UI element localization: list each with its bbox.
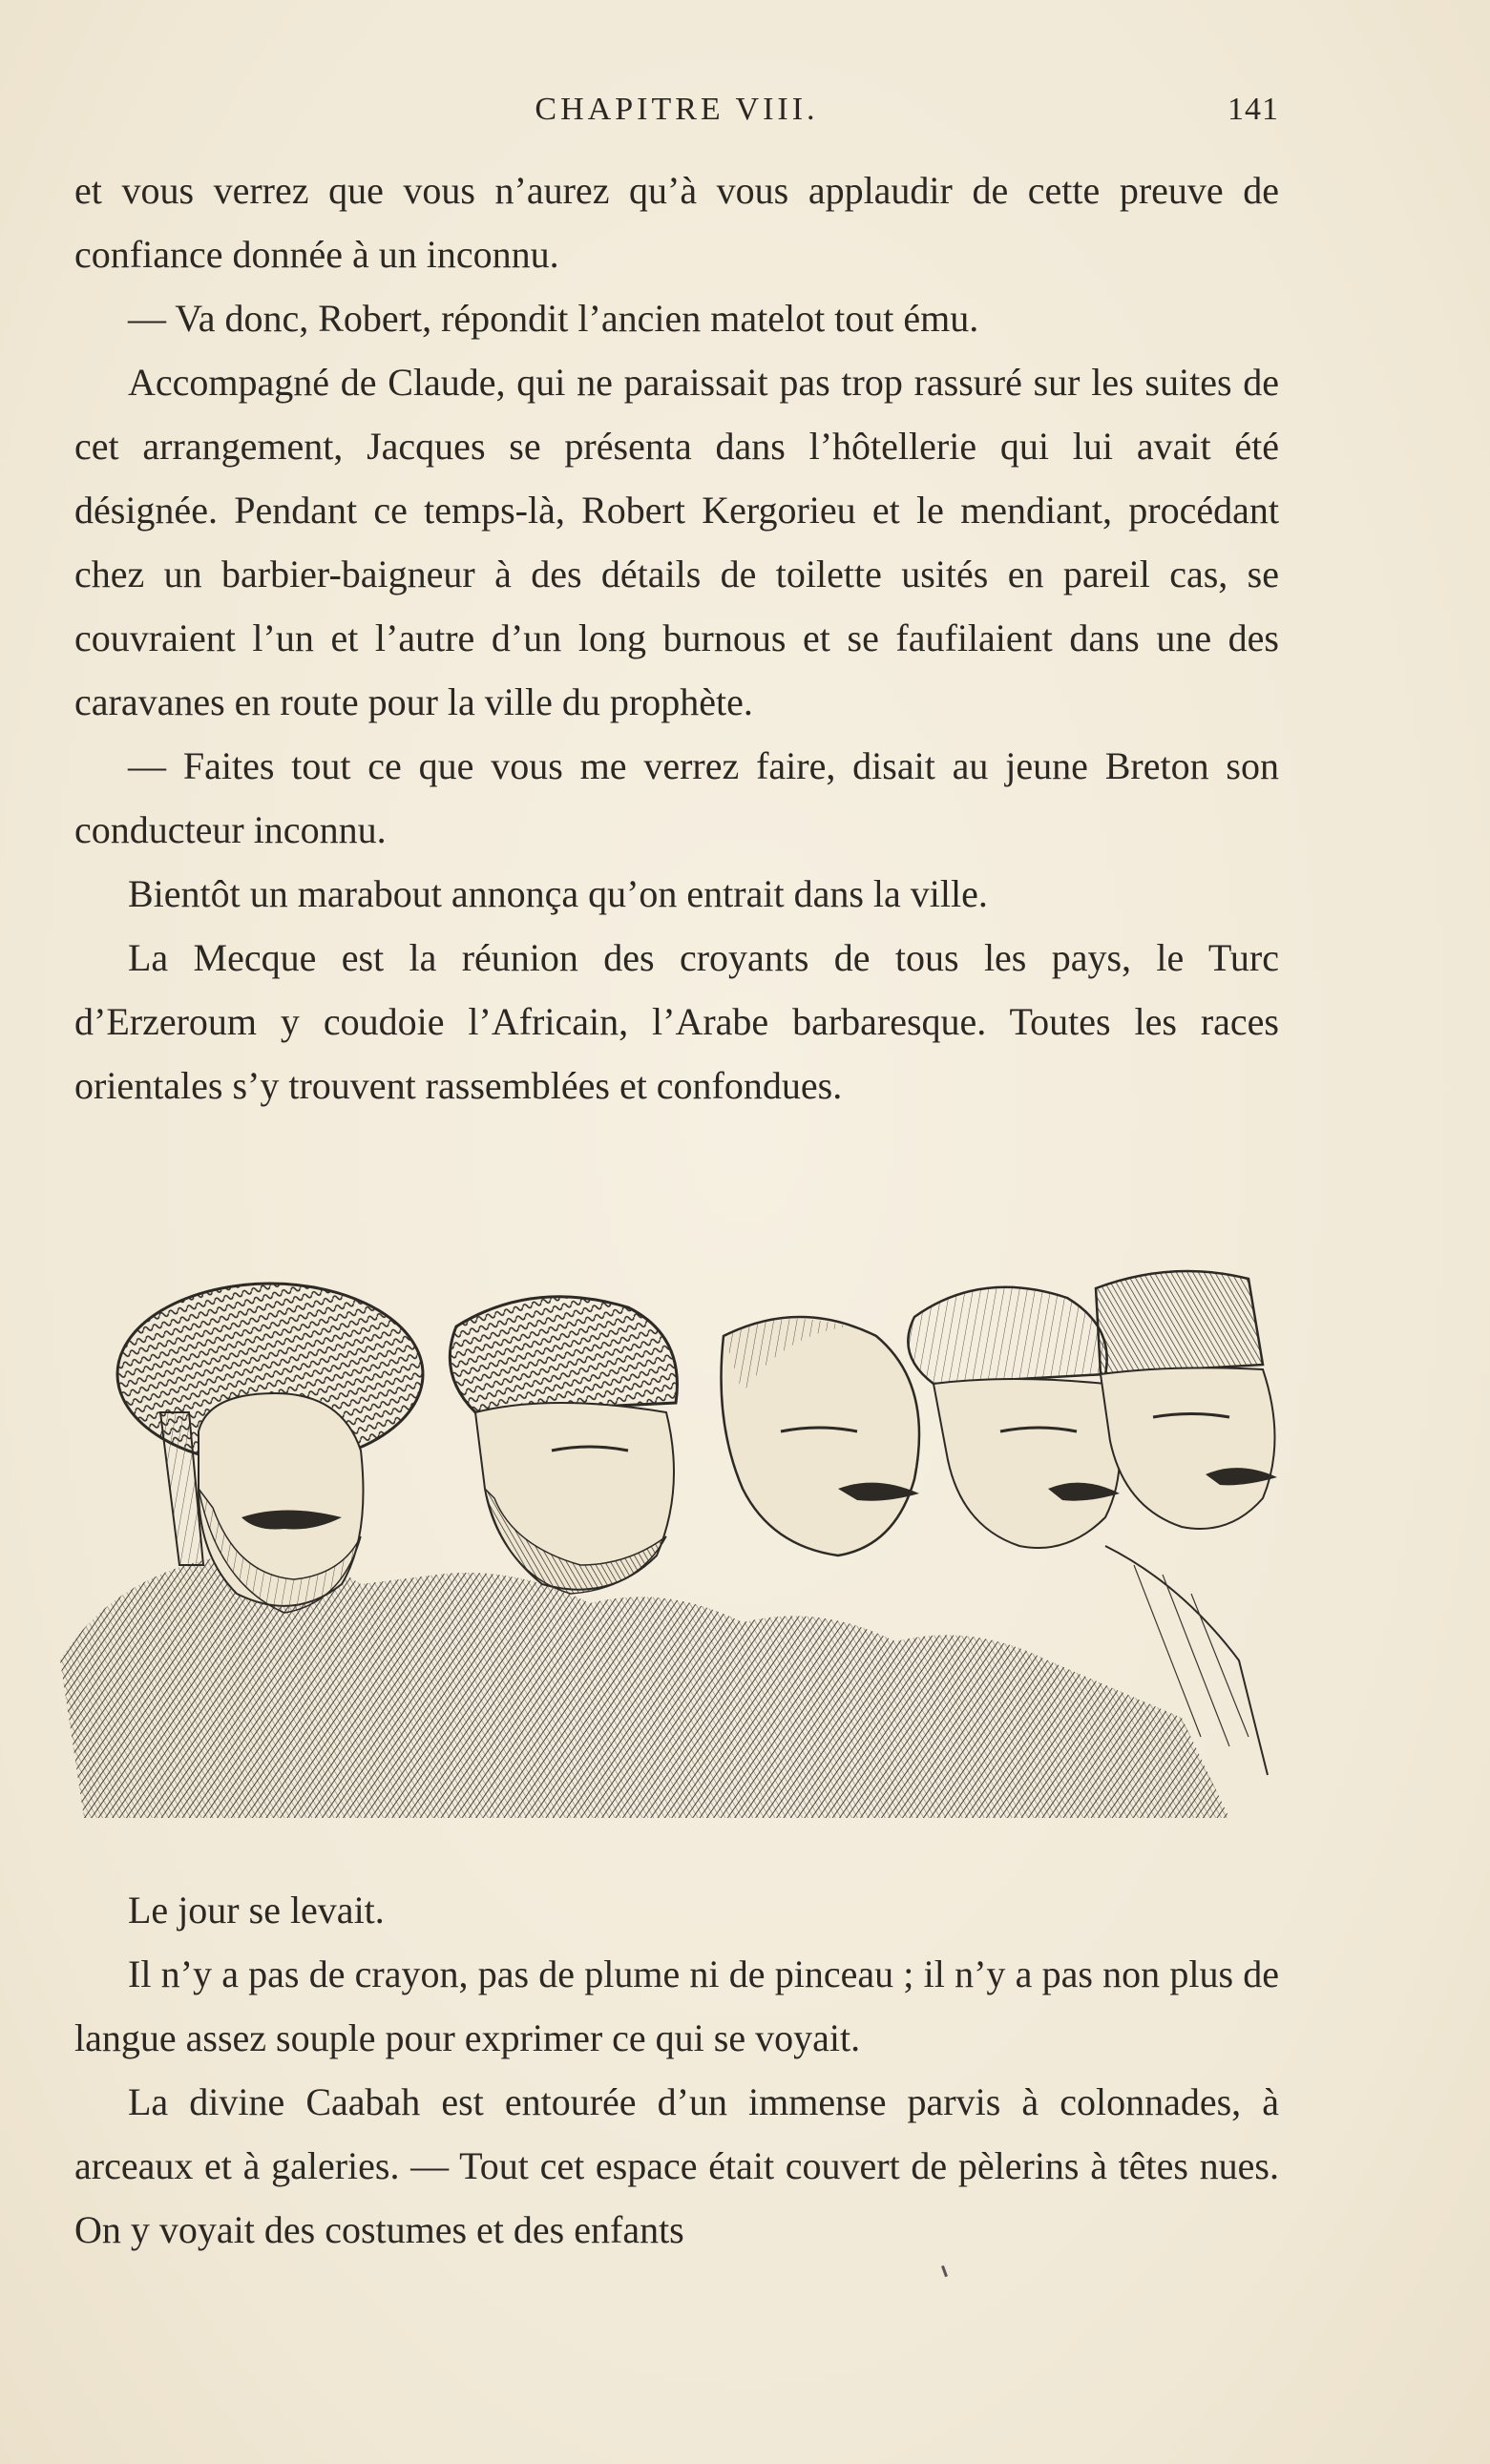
paragraph: Bientôt un marabout annonça qu’on entrait dans la ville. (128, 872, 988, 915)
chapter-title: CHAPITRE VIII. (535, 92, 819, 127)
paragraph: Accompagné de Claude, qui ne paraissait pas trop rassuré sur les suites de cet arrangement, Jacques se présenta dans l’hôtellerie qui lui avait été désignée. Pendant ce temps-là, Robert Kergorieu et le mendiant, procédant chez un barbier-baigneur à des détails de toilette usités en pareil cas, se couvraient l’un et l’autre d’un long burnous et se faufilaient dans une des caravanes en route pour la ville du prophète. (74, 361, 1279, 723)
paragraph: Le jour se levait. (128, 1889, 385, 1932)
paragraph: La Mecque est la réunion des croyants de tous les pays, le Turc d’Erzeroum y coudoie l’Africain, l’Arabe barbaresque. Toutes les races orientales s’y trouvent rassemblées et confondues. (74, 936, 1279, 1107)
paragraph: La divine Caabah est entourée d’un immense parvis à colonnades, à arceaux et à galeries. — Tout cet espace était couvert de pèlerins à têtes nues. On y voyait des costumes et des enfants (74, 2080, 1279, 2251)
paragraph: et vous verrez que vous n’aurez qu’à vous applaudir de cette preuve de confiance donnée à un inconnu. (74, 169, 1279, 276)
engraving-illustration (55, 1260, 1306, 1818)
text-block-bottom (74, 1878, 1279, 2262)
paragraph: — Va donc, Robert, répondit l’ancien matelot tout ému. (128, 297, 979, 340)
ink-mark (941, 2266, 948, 2277)
engraving-five-heads (55, 1260, 1306, 1818)
page-number: 141 (1228, 92, 1279, 127)
text-block-top (74, 158, 1279, 1117)
paragraph: — Faites tout ce que vous me verrez faire, disait au jeune Breton son conducteur inconnu. (74, 744, 1279, 851)
running-head (74, 92, 1279, 139)
paragraph: Il n’y a pas de crayon, pas de plume ni de pinceau ; il n’y a pas non plus de langue assez souple pour exprimer ce qui se voyait. (74, 1952, 1279, 2059)
